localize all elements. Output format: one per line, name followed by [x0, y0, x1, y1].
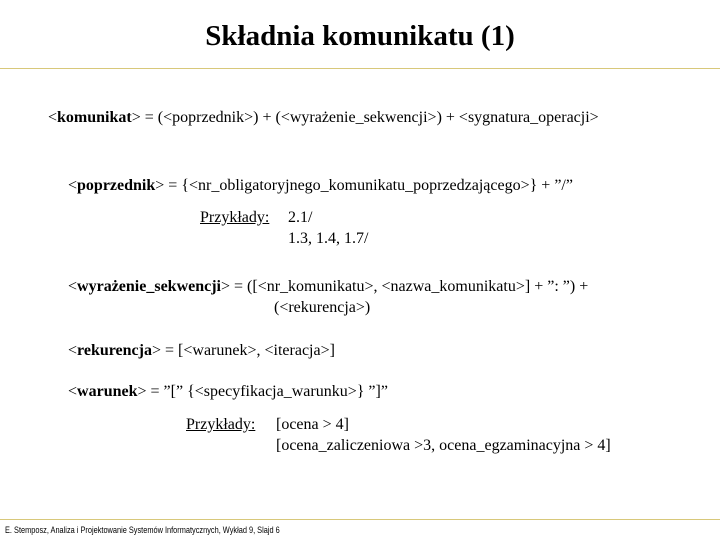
- definition-open: <: [68, 177, 78, 194]
- definition-body: > = [<warunek>, <iteracja>]: [151, 342, 335, 359]
- footer-rule: [0, 519, 720, 520]
- examples-1-line-2: 1.3, 1.4, 1.7/: [288, 230, 369, 247]
- slide-title: Składnia komunikatu (1): [205, 20, 515, 52]
- definition-term: wyrażenie_sekwencji: [77, 278, 221, 295]
- definition-body: > = (<poprzednik>) + (<wyrażenie_sekwencji>) + <sygnatura_operacji>: [131, 109, 599, 126]
- definition-term: komunikat: [57, 109, 132, 126]
- examples-2-label: Przykłady:: [186, 416, 256, 433]
- definition-wyrazenie-sekwencji: [68, 277, 588, 297]
- examples-1-line-1: 2.1/: [288, 209, 313, 226]
- examples-2-line-1: [ocena > 4]: [276, 416, 349, 433]
- definition-open: <: [68, 278, 78, 295]
- definition-body: > = ([<nr_komunikatu>, <nazwa_komunikatu>] + ”: ”) +: [221, 278, 589, 295]
- definition-term: warunek: [77, 383, 138, 400]
- title-rule: [0, 68, 720, 69]
- examples-2-line-2: [ocena_zaliczeniowa >3, ocena_egzaminacyjna > 4]: [276, 437, 611, 454]
- definition-komunikat: [48, 108, 599, 128]
- definition-poprzednik: [68, 176, 573, 196]
- definition-open: <: [68, 342, 78, 359]
- definition-open: <: [68, 383, 78, 400]
- slide-footer: E. Stemposz, Analiza i Projektowanie Systemów Informatycznych, Wykład 9, Slajd 6: [5, 525, 280, 535]
- definition-warunek: [68, 382, 388, 402]
- definition-body: > = {<nr_obligatoryjnego_komunikatu_poprzedzającego>} + ”/”: [155, 177, 573, 194]
- definition-term: rekurencja: [77, 342, 152, 359]
- examples-1-label: Przykłady:: [200, 209, 270, 226]
- definition-term: poprzednik: [77, 177, 156, 194]
- definition-wyrazenie-continuation: (<rekurencja>): [274, 299, 371, 316]
- definition-rekurencja: [68, 341, 335, 361]
- definition-body: > = ”[” {<specyfikacja_warunku>} ”]”: [137, 383, 388, 400]
- definition-open: <: [48, 109, 58, 126]
